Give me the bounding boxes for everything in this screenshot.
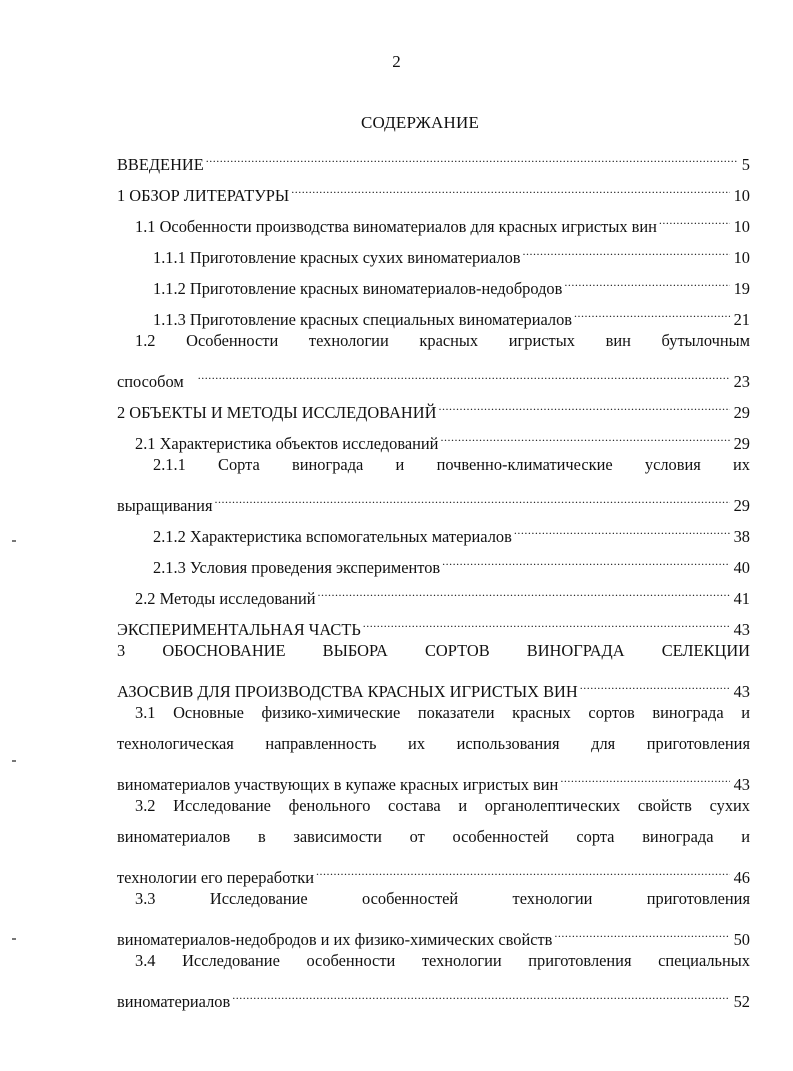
toc-entry-3-2-line1[interactable]: 3.2 Исследование фенольного состава и органолептических свойств сухих <box>135 796 750 815</box>
toc-entry-3-1[interactable] <box>117 759 750 794</box>
toc-entry-label: выращивания <box>117 496 213 515</box>
toc-entry-vvedenie[interactable] <box>117 139 750 174</box>
toc-entry-label: 1.1 Особенности производства виноматериалов для красных игристых вин <box>135 217 657 236</box>
toc-page-number: 43 <box>733 682 750 701</box>
dot-leader <box>564 263 729 294</box>
dot-leader <box>438 387 729 418</box>
toc-entry-label: 1.1.2 Приготовление красных виноматериалов-недобродов <box>153 279 563 298</box>
toc-entry-label: 2.1.2 Характеристика вспомогательных материалов <box>153 527 512 546</box>
toc-entry-3-line1[interactable]: 3 ОБОСНОВАНИЕ ВЫБОРА СОРТОВ ВИНОГРАДА СЕЛЕКЦИИ <box>117 641 750 660</box>
toc-entry-label: 1 ОБЗОР ЛИТЕРАТУРЫ <box>117 186 290 205</box>
toc-page-number: 38 <box>733 527 750 546</box>
margin-mark <box>12 938 16 940</box>
toc-entry-label: ЭКСПЕРИМЕНТАЛЬНАЯ ЧАСТЬ <box>117 620 361 639</box>
toc-entry-label: способом <box>117 372 184 391</box>
dot-leader <box>659 201 730 232</box>
toc-entry-label: виноматериалов <box>117 992 231 1011</box>
dot-leader <box>206 139 738 170</box>
toc-entry-3-1-line1[interactable]: 3.1 Основные физико-химические показатели красных сортов винограда и <box>135 703 750 722</box>
toc-page-number: 23 <box>733 372 750 391</box>
toc-page-number: 19 <box>733 279 750 298</box>
dot-leader <box>363 604 730 635</box>
toc-entry-1-2[interactable] <box>117 356 750 391</box>
toc-entry-label: 2 ОБЪЕКТЫ И МЕТОДЫ ИССЛЕДОВАНИЙ <box>117 403 437 422</box>
toc-page-number: 43 <box>733 620 750 639</box>
dot-leader <box>318 573 730 604</box>
toc-page-number: 40 <box>733 558 750 577</box>
toc-entry-1[interactable] <box>117 170 750 205</box>
toc-entry-label: технологии его переработки <box>117 868 314 887</box>
toc-entry-3-4-line1[interactable]: 3.4 Исследование особенности технологии приготовления специальных <box>135 951 750 970</box>
dot-leader <box>554 914 729 945</box>
toc-entry-3[interactable] <box>117 666 750 701</box>
toc-page-number: 46 <box>733 868 750 887</box>
toc-entry-label: 1.1.3 Приготовление красных специальных виноматериалов <box>153 310 573 329</box>
dot-leader <box>523 232 730 263</box>
dot-leader <box>232 976 729 1007</box>
dot-leader <box>560 759 729 790</box>
toc-entry-3-3-line1[interactable]: 3.3 Исследование особенностей технологии приготовления <box>135 889 750 908</box>
toc-page-number: 21 <box>733 310 750 329</box>
dot-leader <box>574 294 730 325</box>
toc-page-number: 10 <box>733 186 750 205</box>
toc-entry-3-1-line2[interactable]: технологическая направленность их использования для приготовления <box>117 734 750 753</box>
margin-mark <box>12 760 16 762</box>
toc-entry-label: АЗОСВИВ ДЛЯ ПРОИЗВОДСТВА КРАСНЫХ ИГРИСТЫХ ВИН <box>117 682 578 701</box>
toc-entry-2-1-1[interactable] <box>117 480 750 515</box>
toc-page-number: 50 <box>733 930 750 949</box>
dot-leader <box>440 418 729 449</box>
toc-page-number: 29 <box>733 496 750 515</box>
toc-page-number: 52 <box>733 992 750 1011</box>
toc-page-number: 10 <box>733 217 750 236</box>
margin-mark <box>12 540 16 542</box>
dot-leader <box>514 511 730 542</box>
toc-entry-2[interactable] <box>117 387 750 422</box>
toc-page-number: 29 <box>733 434 750 453</box>
toc-entry-label: виноматериалов-недобродов и их физико-химических свойств <box>117 930 553 949</box>
toc-entry-label: 2.2 Методы исследований <box>135 589 316 608</box>
dot-leader <box>580 666 730 697</box>
toc-entry-3-3[interactable] <box>117 914 750 949</box>
table-of-contents <box>117 139 750 1011</box>
toc-entry-label: 1.1.1 Приготовление красных сухих виноматериалов <box>153 248 521 267</box>
toc-entry-3-2-line2[interactable]: виноматериалов в зависимости от особенностей сорта винограда и <box>117 827 750 846</box>
toc-page-number: 41 <box>733 589 750 608</box>
dot-leader <box>442 542 729 573</box>
toc-entry-3-2[interactable] <box>117 852 750 887</box>
toc-entry-label: 2.1 Характеристика объектов исследований <box>135 434 439 453</box>
dot-leader <box>291 170 729 201</box>
dot-leader <box>316 852 730 883</box>
toc-page-number: 5 <box>741 155 750 174</box>
toc-entry-1-2-line1[interactable]: 1.2 Особенности технологии красных игристых вин бутылочным <box>135 331 750 350</box>
toc-entry-3-4[interactable] <box>117 976 750 1011</box>
toc-entry-label: 2.1.3 Условия проведения экспериментов <box>153 558 441 577</box>
toc-entry-2-1-1-line1[interactable]: 2.1.1 Сорта винограда и почвенно-климатические условия их <box>153 455 750 474</box>
toc-entry-label: виноматериалов участвующих в купаже красных игристых вин <box>117 775 559 794</box>
toc-entry-label: ВВЕДЕНИЕ <box>117 155 204 174</box>
toc-page-number: 10 <box>733 248 750 267</box>
toc-page-number: 43 <box>733 775 750 794</box>
page-number: 2 <box>392 52 401 71</box>
page-title: СОДЕРЖАНИЕ <box>360 113 480 132</box>
toc-page-number: 29 <box>733 403 750 422</box>
dot-leader <box>215 480 730 511</box>
dot-leader <box>198 356 730 387</box>
